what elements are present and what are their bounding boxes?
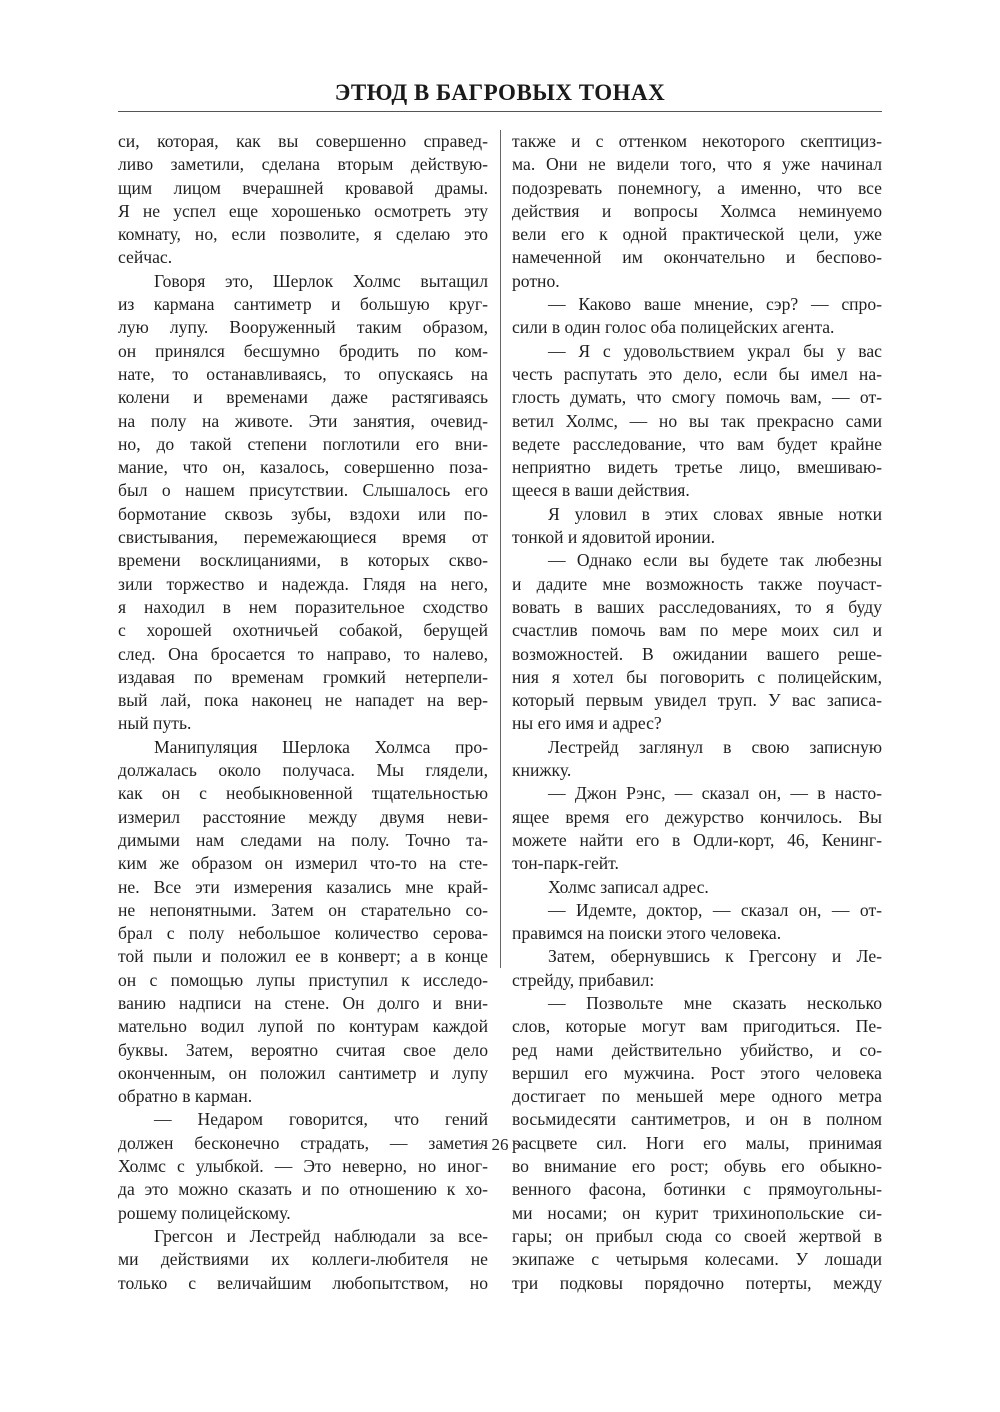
text-line: комнату, но, если позволите, я сделаю это bbox=[118, 224, 488, 245]
text-line: ма. Они не видели того, что я уже начинал bbox=[512, 154, 882, 175]
running-header-title: ЭТЮД В БАГРОВЫХ ТОНАХ bbox=[334, 80, 666, 105]
text-line: времени восклицаниями, в которых скво- bbox=[118, 550, 488, 571]
text-line: щим лицом вчерашней кровавой драмы. bbox=[118, 177, 488, 198]
text-line: был о нашем присутствии. Слышалось его bbox=[118, 480, 488, 501]
text-line: он с помощью лупы приступил к исследо- bbox=[118, 969, 488, 990]
text-line: только с величайшим любопытством, но bbox=[118, 1272, 488, 1293]
text-line: колени и временами даже растягиваясь bbox=[118, 387, 488, 408]
text-line: намеченной им окончательно и беспово- bbox=[512, 247, 882, 268]
text-line: ливо заметили, сделана вторым действую- bbox=[118, 154, 488, 175]
text-line: счастлив помочь вам по мере моих сил и bbox=[512, 620, 882, 641]
text-line: брал с полу небольшое количество серова- bbox=[118, 923, 488, 944]
text-line: ния я хотел бы поговорить с полицейским, bbox=[512, 666, 882, 687]
text-line: который первым увидел труп. У вас записа- bbox=[512, 690, 882, 711]
text-line: мание, что он, казалось, совершенно поза- bbox=[118, 457, 488, 478]
text-line: не непонятными. Затем он старательно со- bbox=[118, 899, 488, 920]
text-line: лую лупу. Вооруженный таким образом, bbox=[118, 317, 488, 338]
text-line: и дадите мне возможность также поучаст- bbox=[512, 573, 882, 594]
text-line: рошему полицейскому. bbox=[118, 1202, 291, 1223]
text-line: Я уловил в этих словах явные нотки bbox=[548, 503, 882, 524]
text-line: Говоря это, Шерлок Холмс вытащил bbox=[154, 270, 488, 291]
text-line: ванию надписи на стене. Он долго и вни- bbox=[118, 992, 488, 1013]
text-line: — Я с удовольствием украл бы у вас bbox=[548, 340, 882, 361]
text-line: достигает по меньшей мере одного метра bbox=[512, 1086, 882, 1107]
text-line: ный путь. bbox=[118, 713, 192, 734]
text-line: Грегсон и Лестрейд наблюдали за все- bbox=[154, 1225, 488, 1246]
text-line: должен бесконечно страдать, — заметил bbox=[118, 1132, 488, 1153]
text-line: щееся в ваши действия. bbox=[512, 480, 690, 501]
text-line: Холмс с улыбкой. — Это неверно, но иног- bbox=[118, 1156, 488, 1177]
text-line: Я не успел еще хорошенько осмотреть эту bbox=[118, 200, 488, 221]
text-line: из кармана сантиметр и большую круг- bbox=[118, 294, 488, 315]
text-line: — Каково ваше мнение, сэр? — спро- bbox=[548, 294, 882, 315]
text-line: но, до такой степени поглотили его вни- bbox=[118, 433, 488, 454]
text-line: — Джон Рэнс, — сказал он, — в насто- bbox=[548, 783, 882, 804]
text-line: расцвете сил. Ноги его малы, принимая bbox=[512, 1132, 882, 1153]
text-line: Затем, обернувшись к Грегсону и Ле- bbox=[548, 946, 882, 967]
text-line: ким же образом он измерил что-то на сте- bbox=[118, 853, 488, 874]
text-line: измерил расстояние между двумя неви- bbox=[118, 806, 488, 827]
text-line: подозревать понемногу, а именно, что все bbox=[512, 177, 882, 198]
text-line: ротно. bbox=[512, 270, 560, 291]
text-line: издавая по временам громкий нетерпели- bbox=[118, 666, 488, 687]
text-line: ведете расследование, что вам будет крайне bbox=[512, 433, 882, 454]
text-line: сили в один голос оба полицейских агента. bbox=[512, 317, 835, 338]
text-line: слов, которые могут вам пригодиться. Пе- bbox=[512, 1016, 882, 1037]
text-line: книжку. bbox=[512, 760, 572, 781]
text-line: ми носами; он курит трихинопольские си- bbox=[512, 1202, 882, 1223]
text-line: не. Все эти измерения казались мне край- bbox=[118, 876, 488, 897]
text-line: с хорошей охотничьей собакой, берущей bbox=[118, 620, 488, 641]
text-line: неприятно видеть третье лицо, вмешиваю- bbox=[512, 457, 882, 478]
text-line: восьмидесяти сантиметров, и он в полном bbox=[512, 1109, 882, 1130]
text-line: ми действиями их коллеги-любителя не bbox=[118, 1249, 488, 1270]
text-line: также и с оттенком некоторого скептициз- bbox=[512, 131, 882, 151]
text-line: Манипуляция Шерлока Холмса про- bbox=[154, 736, 488, 757]
text-line: ред нами действительно убийство, и со- bbox=[512, 1039, 882, 1060]
text-line: бормотание сквозь зубы, вздохи или по- bbox=[118, 503, 488, 524]
text-line: тонкой и ядовитой иронии. bbox=[512, 527, 716, 548]
text-line: действия и вопросы Холмса неминуемо bbox=[512, 200, 882, 221]
text-line: три подковы порядочно потерты, между bbox=[512, 1272, 882, 1293]
page-number: ~ 26 ~ bbox=[478, 1135, 522, 1154]
text-line: вый лай, пока наконец не нападет на вер- bbox=[118, 690, 488, 711]
text-line: вели его к одной практической цели, уже bbox=[512, 224, 882, 245]
text-line: тон-парк-гейт. bbox=[512, 853, 619, 874]
text-line: той пыли и положил ее в конверт; а в конце bbox=[118, 946, 488, 967]
text-line: венного фасона, ботинки с прямоугольны- bbox=[512, 1179, 882, 1200]
text-line: ящее время его дежурство кончилось. Вы bbox=[512, 806, 882, 827]
text-line: след. Она бросается то направо, то налево, bbox=[118, 643, 488, 664]
left-text-column bbox=[118, 130, 488, 1295]
text-line: он принялся бесшумно бродить по ком- bbox=[118, 340, 488, 361]
text-line: вовать в ваших расследованиях, то я буду bbox=[512, 596, 882, 617]
text-line: честь распутать это дело, если бы имел на- bbox=[512, 363, 882, 384]
text-line: во внимание его рост; обувь его обыкно- bbox=[512, 1156, 882, 1177]
text-line: — Однако если вы будете так любезны bbox=[548, 550, 882, 571]
right-text-column bbox=[512, 130, 882, 1295]
text-line: Лестрейд заглянул в свою записную bbox=[548, 736, 882, 757]
text-line: возможностей. В ожидании вашего реше- bbox=[512, 643, 882, 664]
column-divider bbox=[500, 130, 501, 968]
header-rule bbox=[118, 111, 882, 112]
text-line: ветил Холмс, — но вы так прекрасно сами bbox=[512, 410, 882, 431]
text-line: зили торжество и надежда. Глядя на него, bbox=[118, 573, 488, 594]
text-line: как он с необыкновенной тщательностью bbox=[118, 783, 488, 804]
text-line: стрейду, прибавил: bbox=[512, 969, 655, 990]
text-line: — Идемте, доктор, — сказал он, — от- bbox=[548, 899, 882, 920]
text-line: димыми нам следами на полу. Точно та- bbox=[118, 829, 488, 850]
text-line: буквы. Затем, вероятно считая свое дело bbox=[118, 1039, 488, 1060]
text-line: должалась около получаса. Мы глядели, bbox=[118, 760, 488, 781]
text-line: экипаже с четырьмя колесами. У лошади bbox=[512, 1249, 882, 1270]
text-line: обратно в карман. bbox=[118, 1086, 253, 1107]
text-line: правимся на поиски этого человека. bbox=[512, 923, 782, 944]
text-line: глость думать, что смогу помочь вам, — от- bbox=[512, 387, 882, 408]
text-line: — Недаром говорится, что гений bbox=[154, 1109, 488, 1130]
text-line: оконченным, он положил сантиметр и лупу bbox=[118, 1062, 488, 1083]
text-line: Холмс записал адрес. bbox=[548, 876, 709, 897]
text-line: нате, то останавливаясь, то опускаясь на bbox=[118, 363, 488, 384]
text-line: мательно водил лупой по контурам каждой bbox=[118, 1016, 488, 1037]
text-line: — Позвольте мне сказать несколько bbox=[548, 992, 882, 1013]
text-line: свистывания, перемежающиеся время от bbox=[118, 527, 488, 548]
text-line: можете найти его в Одли-корт, 46, Кенинг- bbox=[512, 829, 882, 850]
text-line: сейчас. bbox=[118, 247, 173, 268]
text-line: да это можно сказать и по отношению к хо- bbox=[118, 1179, 488, 1200]
text-line: я находил в нем поразительное сходство bbox=[118, 596, 488, 617]
text-line: си, которая, как вы совершенно справед- bbox=[118, 131, 488, 151]
text-line: на полу на животе. Эти занятия, очевид- bbox=[118, 410, 488, 431]
text-line: ны его имя и адрес? bbox=[512, 713, 662, 734]
text-line: гары; он прибыл сюда со своей жертвой в bbox=[512, 1225, 882, 1246]
text-line: вершил его мужчина. Рост этого человека bbox=[512, 1062, 882, 1083]
